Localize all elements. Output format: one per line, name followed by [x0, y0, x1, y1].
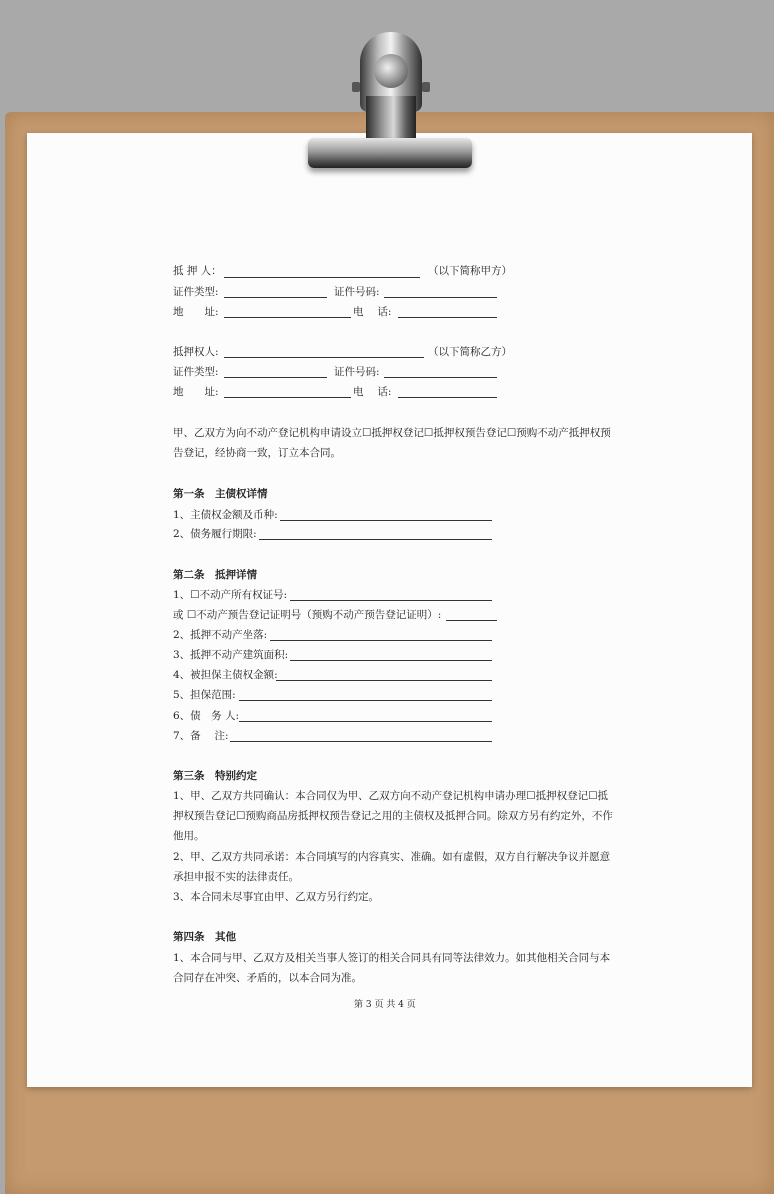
- article-2-item-7-field[interactable]: [230, 741, 492, 742]
- article-3-line-3: 他用。: [173, 830, 205, 842]
- article-4-line-2: 合同存在冲突、矛盾的，以本合同为准。: [173, 972, 362, 984]
- party-a-id-type-label: 证件类型:: [173, 286, 219, 298]
- party-b-id-type-field[interactable]: [224, 377, 327, 378]
- article-2-item-4: 4、被担保主债权金额:: [173, 669, 278, 681]
- article-4-title: 第四条 其他: [173, 931, 236, 943]
- article-2-title: 第二条 抵押详情: [173, 569, 257, 581]
- intro-line-1: 甲、乙双方为向不动产登记机构申请设立☐抵押权登记☐抵押权预告登记☐预购不动产抵押权预: [173, 427, 611, 439]
- article-3-title: 第三条 特别约定: [173, 770, 257, 782]
- article-2-item-3: 3、抵押不动产建筑面积:: [173, 649, 289, 661]
- party-b-id-type-label: 证件类型:: [173, 366, 219, 378]
- article-3-line-5: 承担申报不实的法律责任。: [173, 871, 299, 883]
- article-2-item-2: 2、抵押不动产坐落:: [173, 629, 268, 641]
- intro-line-2: 告登记，经协商一致，订立本合同。: [173, 447, 341, 459]
- article-2-item-6-field[interactable]: [239, 721, 492, 722]
- party-a-id-type-field[interactable]: [224, 297, 327, 298]
- party-b-addr-label: 地 址:: [173, 386, 219, 398]
- article-2-item-1b-field[interactable]: [446, 620, 497, 621]
- party-b-phone-field[interactable]: [398, 397, 497, 398]
- article-4-line-1: 1、本合同与甲、乙双方及相关当事人签订的相关合同具有同等法律效力。如其他相关合同与本: [173, 952, 611, 964]
- party-a-phone-label: 电 话:: [353, 306, 392, 318]
- party-a-id-no-field[interactable]: [384, 297, 497, 298]
- article-1-title: 第一条 主债权详情: [173, 488, 268, 500]
- party-a-name-field[interactable]: [224, 277, 420, 278]
- party-a-phone-field[interactable]: [398, 317, 497, 318]
- article-1-item-1: 1、主债权金额及币种:: [173, 509, 278, 521]
- article-2-item-1b: 或 ☐不动产预告登记证明号（预购不动产预告登记证明）:: [173, 609, 442, 621]
- party-b-note: （以下简称乙方）: [428, 346, 512, 358]
- article-3-line-2: 押权预告登记☐预购商品房抵押权预告登记之用的主债权及抵押合同。除双方另有约定外，不作: [173, 810, 613, 822]
- article-3-line-6: 3、本合同未尽事宜由甲、乙双方另行约定。: [173, 891, 380, 903]
- party-b-id-no-label: 证件号码:: [334, 366, 380, 378]
- article-3-line-4: 2、甲、乙双方共同承诺：本合同填写的内容真实、准确。如有虚假，双方自行解决争议并愿意: [173, 851, 611, 863]
- article-1-item-1-field[interactable]: [280, 520, 492, 521]
- article-2-item-1-field[interactable]: [290, 600, 492, 601]
- party-b-name-label: 抵押权人:: [173, 346, 219, 358]
- article-2-item-7: 7、备 注:: [173, 730, 229, 742]
- article-2-item-1: 1、☐不动产所有权证号:: [173, 589, 288, 601]
- article-2-item-2-field[interactable]: [270, 640, 492, 641]
- party-a-addr-label: 地 址:: [173, 306, 219, 318]
- party-a-name-label: 抵 押 人：: [173, 265, 222, 277]
- party-a-addr-field[interactable]: [224, 317, 351, 318]
- party-b-phone-label: 电 话:: [353, 386, 392, 398]
- article-2-item-5-field[interactable]: [239, 700, 492, 701]
- article-2-item-4-field[interactable]: [276, 680, 492, 681]
- article-2-item-5: 5、担保范围:: [173, 689, 236, 701]
- party-b-name-field[interactable]: [224, 357, 424, 358]
- article-1-item-2-field[interactable]: [259, 539, 492, 540]
- article-2-item-6: 6、债 务 人:: [173, 710, 240, 722]
- party-b-id-no-field[interactable]: [384, 377, 497, 378]
- article-1-item-2: 2、债务履行期限:: [173, 528, 257, 540]
- party-b-addr-field[interactable]: [224, 397, 351, 398]
- article-2-item-3-field[interactable]: [290, 660, 492, 661]
- article-3-line-1: 1、甲、乙双方共同确认：本合同仅为甲、乙双方向不动产登记机构申请办理☐抵押权登记☐抵: [173, 790, 609, 802]
- page-number: 第 3 页 共 4 页: [354, 1000, 416, 1010]
- party-a-note: （以下简称甲方）: [428, 265, 512, 277]
- party-a-id-no-label: 证件号码:: [334, 286, 380, 298]
